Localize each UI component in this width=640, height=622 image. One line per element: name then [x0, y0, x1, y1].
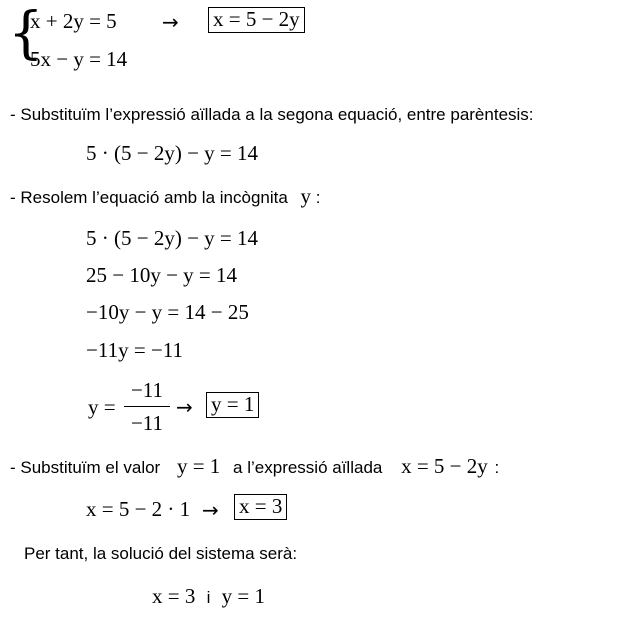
isolated-expression: x = 5 − 2y [208, 7, 305, 33]
step2-line-4: −11y = −11 [86, 338, 183, 362]
fraction-denominator: −11 [130, 411, 164, 435]
fraction-numerator: −11 [130, 378, 164, 402]
step1-equation: 5 · (5 − 2y) − y = 14 [86, 141, 259, 165]
step3-equation: x = 5 − 2 · 1 [86, 497, 191, 521]
step1-text: - Substituïm l’expressió aïllada a la segona equació, entre parèntesis: [10, 105, 534, 124]
x-result: x = 3 [234, 494, 287, 520]
step2-result-lhs: y = [88, 395, 116, 419]
conclusion-text: Per tant, la solució del sistema serà: [24, 544, 298, 563]
step3-text-after: : [494, 458, 500, 477]
step2-line-3: −10y − y = 14 − 25 [86, 300, 249, 324]
step2-variable: y [300, 184, 312, 208]
system-equation-1: x + 2y = 5 [30, 9, 117, 33]
step2-text [10, 186, 321, 207]
final-solution [152, 586, 265, 607]
arrow-icon: → [202, 498, 219, 522]
step2-text-after: : [315, 188, 321, 207]
system-brace: { [8, 1, 44, 66]
final-x-value: x = 3 [152, 584, 196, 608]
step2-line-1: 5 · (5 − 2y) − y = 14 [86, 226, 259, 250]
step3-expression: x = 5 − 2y [401, 454, 488, 478]
step3-text [10, 456, 499, 477]
arrow-icon: → [162, 10, 179, 34]
step2-line-2: 25 − 10y − y = 14 [86, 263, 238, 287]
system-equation-2: 5x − y = 14 [30, 47, 128, 71]
final-y-value: y = 1 [221, 584, 265, 608]
isolated-expression-box [208, 7, 305, 33]
step3-text-before: - Substituïm el valor [10, 458, 161, 477]
step3-text-middle: a l’expressió aïllada [233, 458, 383, 477]
y-result-box [206, 392, 259, 418]
step3-value: y = 1 [176, 454, 221, 478]
step2-text-before: - Resolem l’equació amb la incògnita [10, 188, 288, 207]
y-result: y = 1 [206, 392, 259, 418]
final-connector: i [206, 588, 211, 607]
fraction-bar [124, 406, 170, 407]
x-result-box [234, 494, 287, 520]
arrow-icon: → [176, 395, 193, 419]
